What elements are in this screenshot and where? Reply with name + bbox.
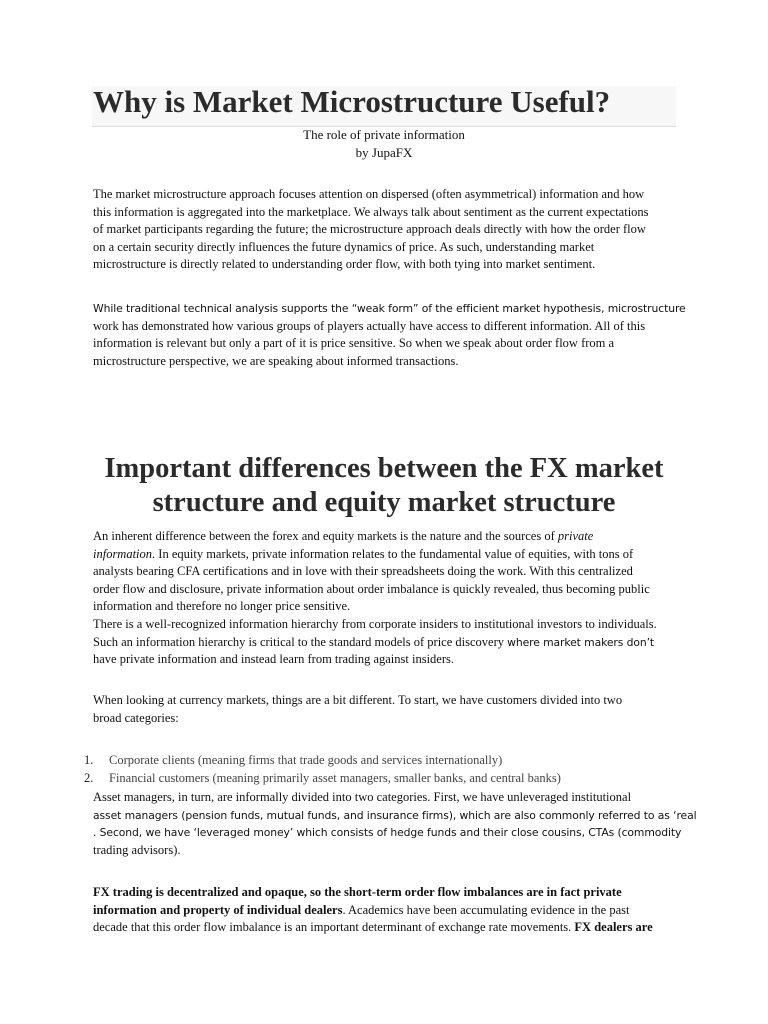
text-line: broad categories: (93, 710, 179, 725)
text-line: asset managers (pension funds, mutual funds, and insurance firms), which are also commonly referred to as ‘real (93, 808, 697, 822)
list-item (84, 752, 684, 770)
text-line: this information is aggregated into the marketplace. We always talk about sentiment as the current expectations (93, 204, 649, 219)
text-line: of market participants regarding the future; the microstructure approach deals directly with how the order flow (93, 222, 646, 237)
text-line (93, 884, 683, 902)
section-heading (80, 452, 688, 520)
text-line: Asset managers, in turn, are informally divided into two categories. First, we have unleveraged institutional (93, 790, 632, 804)
text-run: decade that this order flow imbalance is an important determinant of exchange rate movements. (93, 920, 575, 935)
text-run: An inherent difference between the forex and equity markets is the nature and the sources of (93, 529, 558, 543)
text-line (93, 634, 683, 652)
paragraph-fx-trading (93, 884, 683, 937)
text-line: When looking at currency markets, things are a bit different. To start, we have customers divided into two (93, 693, 623, 707)
text-line: information and therefore no longer price sensitive. (93, 599, 351, 614)
document-byline: by JupaFX (355, 145, 413, 160)
bold-run: FX dealers are (574, 920, 653, 935)
text-line: The market microstructure approach focuses attention on dispersed (often asymmetrical) information and how (93, 187, 645, 201)
document-subtitle: The role of private information (303, 127, 465, 142)
text-line: information is relevant but only a part of it is price sensitive. So when we speak about order flow from a (93, 336, 615, 351)
text-line: work has demonstrated how various groups of players actually have access to different information. All of this (93, 318, 646, 333)
bold-run: information and property of individual dealers (93, 902, 343, 917)
paragraph-differences (93, 528, 683, 669)
paragraph-currency-markets (93, 692, 683, 727)
text-line: on a certain security directly influences the future dynamics of price. As such, understanding market (93, 239, 595, 254)
list-item (84, 770, 684, 788)
paragraph-intro (93, 186, 683, 274)
text-line: There is a well-recognized information hierarchy from corporate insiders to institutional investors to individuals. (93, 616, 657, 631)
list-number: 1. (84, 753, 94, 767)
paragraph-asset-managers (93, 789, 697, 859)
text-line: order flow and disclosure, private information about order imbalance is quickly revealed, thus becoming public (93, 581, 650, 596)
list-item-text: Corporate clients (meaning firms that trade goods and services internationally) (109, 753, 503, 767)
text-run: . In equity markets, private information relates to the fundamental value of equities, with tons of (152, 546, 634, 561)
list-number: 2. (84, 770, 94, 785)
text-line: microstructure is directly related to understanding order flow, with both tying into market sentiment. (93, 257, 596, 272)
text-run: . Academics have been accumulating evidence in the past (342, 902, 630, 917)
text-line (93, 919, 683, 937)
text-line (93, 528, 683, 546)
text-run: Such an information hierarchy is critical to the standard models of price discovery (93, 634, 508, 649)
text-line: trading advisors). (93, 842, 181, 857)
emphasis-information: information (93, 546, 153, 561)
text-line: . Second, we have ‘leveraged money’ which consists of hedge funds and their close cousins, CTAs (commodity (93, 826, 682, 840)
customer-categories-list (84, 752, 684, 787)
emphasis-private: private (557, 529, 594, 543)
paragraph-technical-analysis (93, 300, 686, 370)
heading-line: structure and equity market structure (152, 487, 616, 518)
text-line: have private information and instead learn from trading against insiders. (93, 652, 454, 667)
heading-line: Important differences between the FX market (104, 453, 664, 484)
text-line: microstructure perspective, we are speaking about informed transactions. (93, 353, 459, 368)
text-line: analysts bearing CFA certifications and in love with their spreadsheets doing the work. With this centralized (93, 564, 633, 579)
document-title: Why is Market Microstructure Useful? (93, 84, 611, 119)
text-run: where market makers don’t (507, 635, 655, 649)
text-line (93, 902, 683, 920)
bold-run: FX trading is decentralized and opaque, so the short-term order flow imbalances are in fact private (93, 885, 622, 899)
text-line (93, 546, 683, 564)
text-line: While traditional technical analysis supports the “weak form” of the efficient market hypothesis, microstructure (93, 302, 686, 315)
list-item-text: Financial customers (meaning primarily asset managers, smaller banks, and central banks) (109, 770, 561, 785)
